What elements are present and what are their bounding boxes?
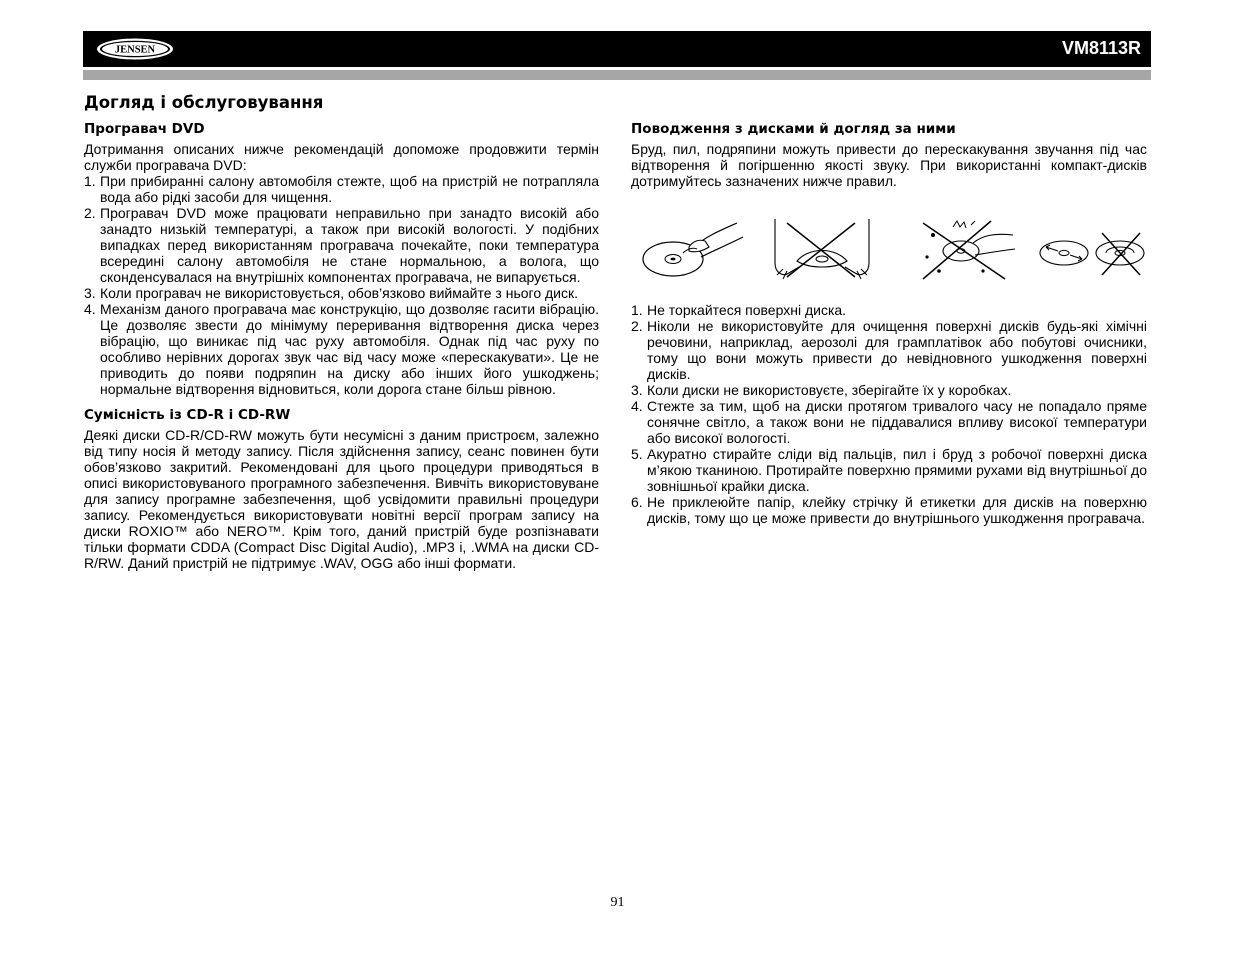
dvd-heading: Програвач DVD <box>84 121 205 137</box>
dvd-intro: Дотримання описаних нижче рекомендацій допоможе продовжити термін служби програвача DVD: <box>84 141 599 173</box>
page-number: 91 <box>610 895 625 910</box>
header-bar <box>83 31 1151 67</box>
item-number: 4. <box>631 398 643 414</box>
wipe-direction-icon <box>1036 217 1148 283</box>
disc-intro: Бруд, пил, подряпини можуть привести до перескакування звучання під час відтворення й погіршенню якості звуку. При використанні компакт-дисків дотримуйтесь зазначених нижче правил. <box>631 141 1147 189</box>
no-spray-cleaner-icon <box>913 217 1019 283</box>
item-text: Коли диски не використовуєте, зберігайте їх у коробках. <box>647 382 1012 398</box>
right-column <box>631 121 1147 526</box>
item-text: Механізм даного програвача має конструкцію, що дозволяє гасити вібрацію. Це дозволяє звести до мінімуму переривання відтворення диска через вібрацію, що виникає під час руху автомобіля. Однак під час руху по особливо нерівних дорогах звук час від часу може «перескакувати». Це не приводить до появи подряпин на диску або інших його ушкоджень; нормальне відтворення відновиться, коли дорога стане більш рівною. <box>100 301 599 397</box>
list-item <box>631 446 1147 494</box>
item-number: 2. <box>84 205 96 221</box>
list-item <box>631 494 1147 526</box>
list-item <box>631 318 1147 382</box>
cdr-text: Деякі диски CD-R/CD-RW можуть бути несумісні з даним пристроєм, залежно від типу носія й методу запису. Після здійснення запису, сеанс повинен бути обов’язково закритий. Рекомендовані для цього процедури приводяться в описі використовуваного програмного забезпечення. Вивчіть використовуване для запису програмне забезпечення, щоб усвідомити правильні процедури запису. Рекомендується використовувати новітні версії програм запису на диски ROXIO™ або NERO™. Крім того, даний пристрій буде розпізнавати тільки формати CDDA (Compact Disc Digital Audio), .MP3 і, .WMA на диски CD-R/RW. Даний пристрій не підтримує .WAV, OGG або інші формати. <box>84 427 599 571</box>
item-number: 2. <box>631 318 643 334</box>
hand-holding-disc-icon <box>639 217 745 283</box>
item-text: Не торкайтеся поверхні диска. <box>647 302 847 318</box>
list-item <box>631 382 1147 398</box>
brand-text: JENSEN <box>114 44 156 56</box>
left-column <box>84 121 599 571</box>
item-text: Акуратно стирайте сліди від пальців, пил і бруд з робочої поверхні диска м’якою тканиною. Протирайте поверхню прямими рухами від внутрішньої до зовнішньої крайки диска. <box>647 446 1147 494</box>
item-text: Програвач DVD може працювати неправильно при занадто високій або занадто низькій температурі, а також при високій вологості. У подібних випадках перед використанням програвача почекайте, поки температура всередині салону автомобіля не стане нормальною, а волога, що сконденсувалася на внутрішніх компонентах програвача, не випарується. <box>100 205 599 285</box>
model-number: VM8113R <box>1061 38 1141 58</box>
list-item <box>84 173 599 205</box>
disc-care-illustrations <box>631 217 1147 283</box>
list-item <box>631 302 1147 318</box>
jensen-logo-icon <box>95 37 175 61</box>
disc-list <box>631 302 1147 526</box>
item-number: 3. <box>84 285 96 301</box>
list-item <box>631 398 1147 446</box>
header-divider <box>83 70 1151 80</box>
item-text: Ніколи не використовуйте для очищення поверхні дисків будь-які хімічні речовини, наприклад, аерозолі для грамплатівок або побутові очисники, тому що вони можуть привести до невідновного ушкодження поверхні дисків. <box>647 318 1147 382</box>
cdr-heading: Сумісність із CD-R і CD-RW <box>84 407 291 423</box>
item-number: 1. <box>84 173 96 189</box>
item-number: 3. <box>631 382 643 398</box>
item-text: Стежте за тим, щоб на диски протягом тривалого часу не попадало пряме сонячне світло, а також вони не піддавалися впливу високої температури або високої вологості. <box>647 398 1147 446</box>
item-text: При прибиранні салону автомобіля стежте, щоб на пристрій не потрапляла вода або рідкі засоби для чищення. <box>100 173 599 205</box>
disc-heading: Поводження з дисками й догляд за ними <box>631 121 956 137</box>
list-item <box>84 301 599 397</box>
list-item <box>84 205 599 285</box>
item-number: 1. <box>631 302 643 318</box>
item-text: Не приклеюйте папір, клейку стрічку й етикетки для дисків на поверхню дисків, тому що це може привести до внутрішнього ушкодження програвача. <box>647 494 1147 526</box>
dvd-list <box>84 173 599 397</box>
page-title: Догляд і обслуговування <box>84 93 324 112</box>
item-number: 4. <box>84 301 96 317</box>
no-bending-disc-icon <box>769 217 875 283</box>
item-text: Коли програвач не використовується, обов’язково виймайте з нього диск. <box>100 285 579 301</box>
item-number: 5. <box>631 446 643 462</box>
list-item <box>84 285 599 301</box>
item-number: 6. <box>631 494 643 510</box>
